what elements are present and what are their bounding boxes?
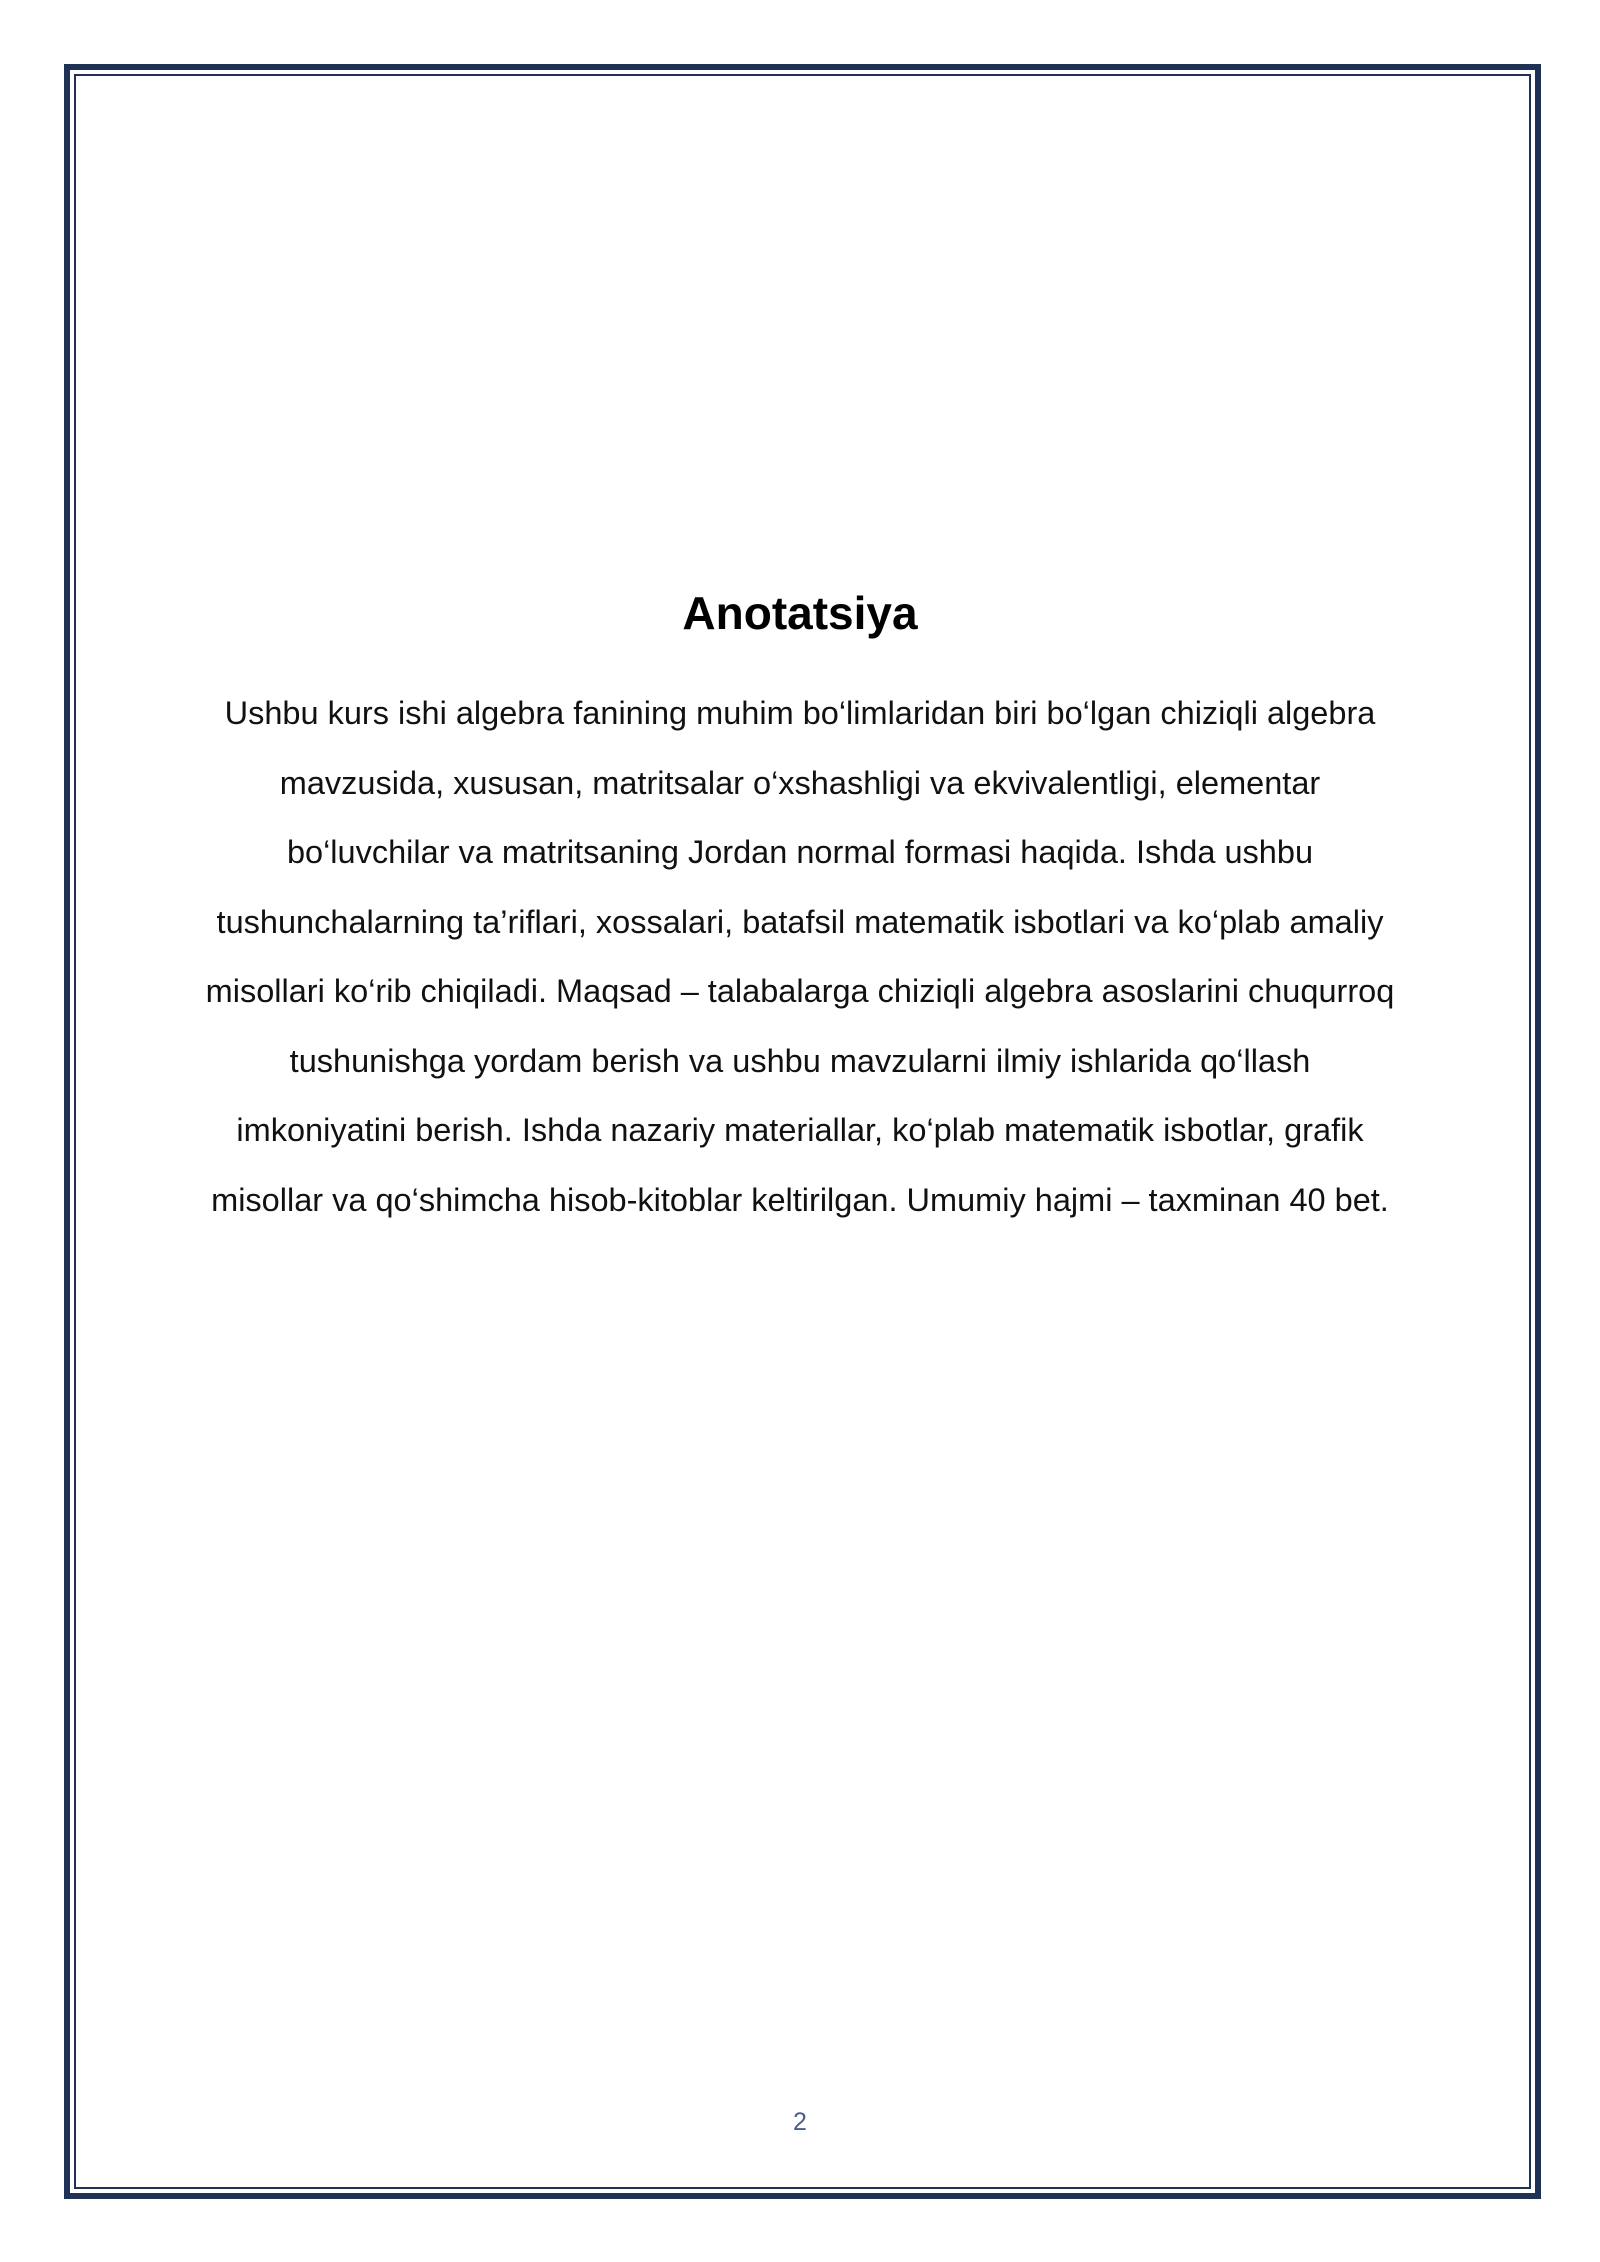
abstract-paragraph — [150, 679, 1450, 1235]
abstract-line: tushunchalarning ta’riflari, xossalari, batafsil matematik isbotlari va ko‘plab amaliy — [216, 903, 1384, 940]
abstract-line: bo‘luvchilar va matritsaning Jordan normal formasi haqida. Ishda ushbu — [286, 834, 1314, 870]
page-number: 2 — [793, 2108, 807, 2136]
abstract-line: misollar va qo‘shimcha hisob-kitoblar keltirilgan. Umumiy hajmi – taxminan 40 bet. — [211, 1181, 1389, 1218]
abstract-line: tushunishga yordam berish va ushbu mavzularni ilmiy ishlarida qo‘llash — [289, 1042, 1311, 1079]
abstract-line: imkoniyatini berish. Ishda nazariy materiallar, ko‘plab matematik isbotlar, grafik — [236, 1112, 1364, 1148]
abstract-line: mavzusida, xususan, matritsalar o‘xshashligi va ekvivalentligi, elementar — [279, 764, 1321, 801]
abstract-line: Ushbu kurs ishi algebra fanining muhim bo‘limlaridan biri bo‘lgan chiziqli algebra — [224, 695, 1376, 731]
page-content — [150, 585, 1450, 1235]
abstract-line: misollari ko‘rib chiqiladi. Maqsad – talabalarga chiziqli algebra asoslarini chuqurroq — [205, 973, 1395, 1009]
page-title: Anotatsiya — [682, 587, 918, 639]
